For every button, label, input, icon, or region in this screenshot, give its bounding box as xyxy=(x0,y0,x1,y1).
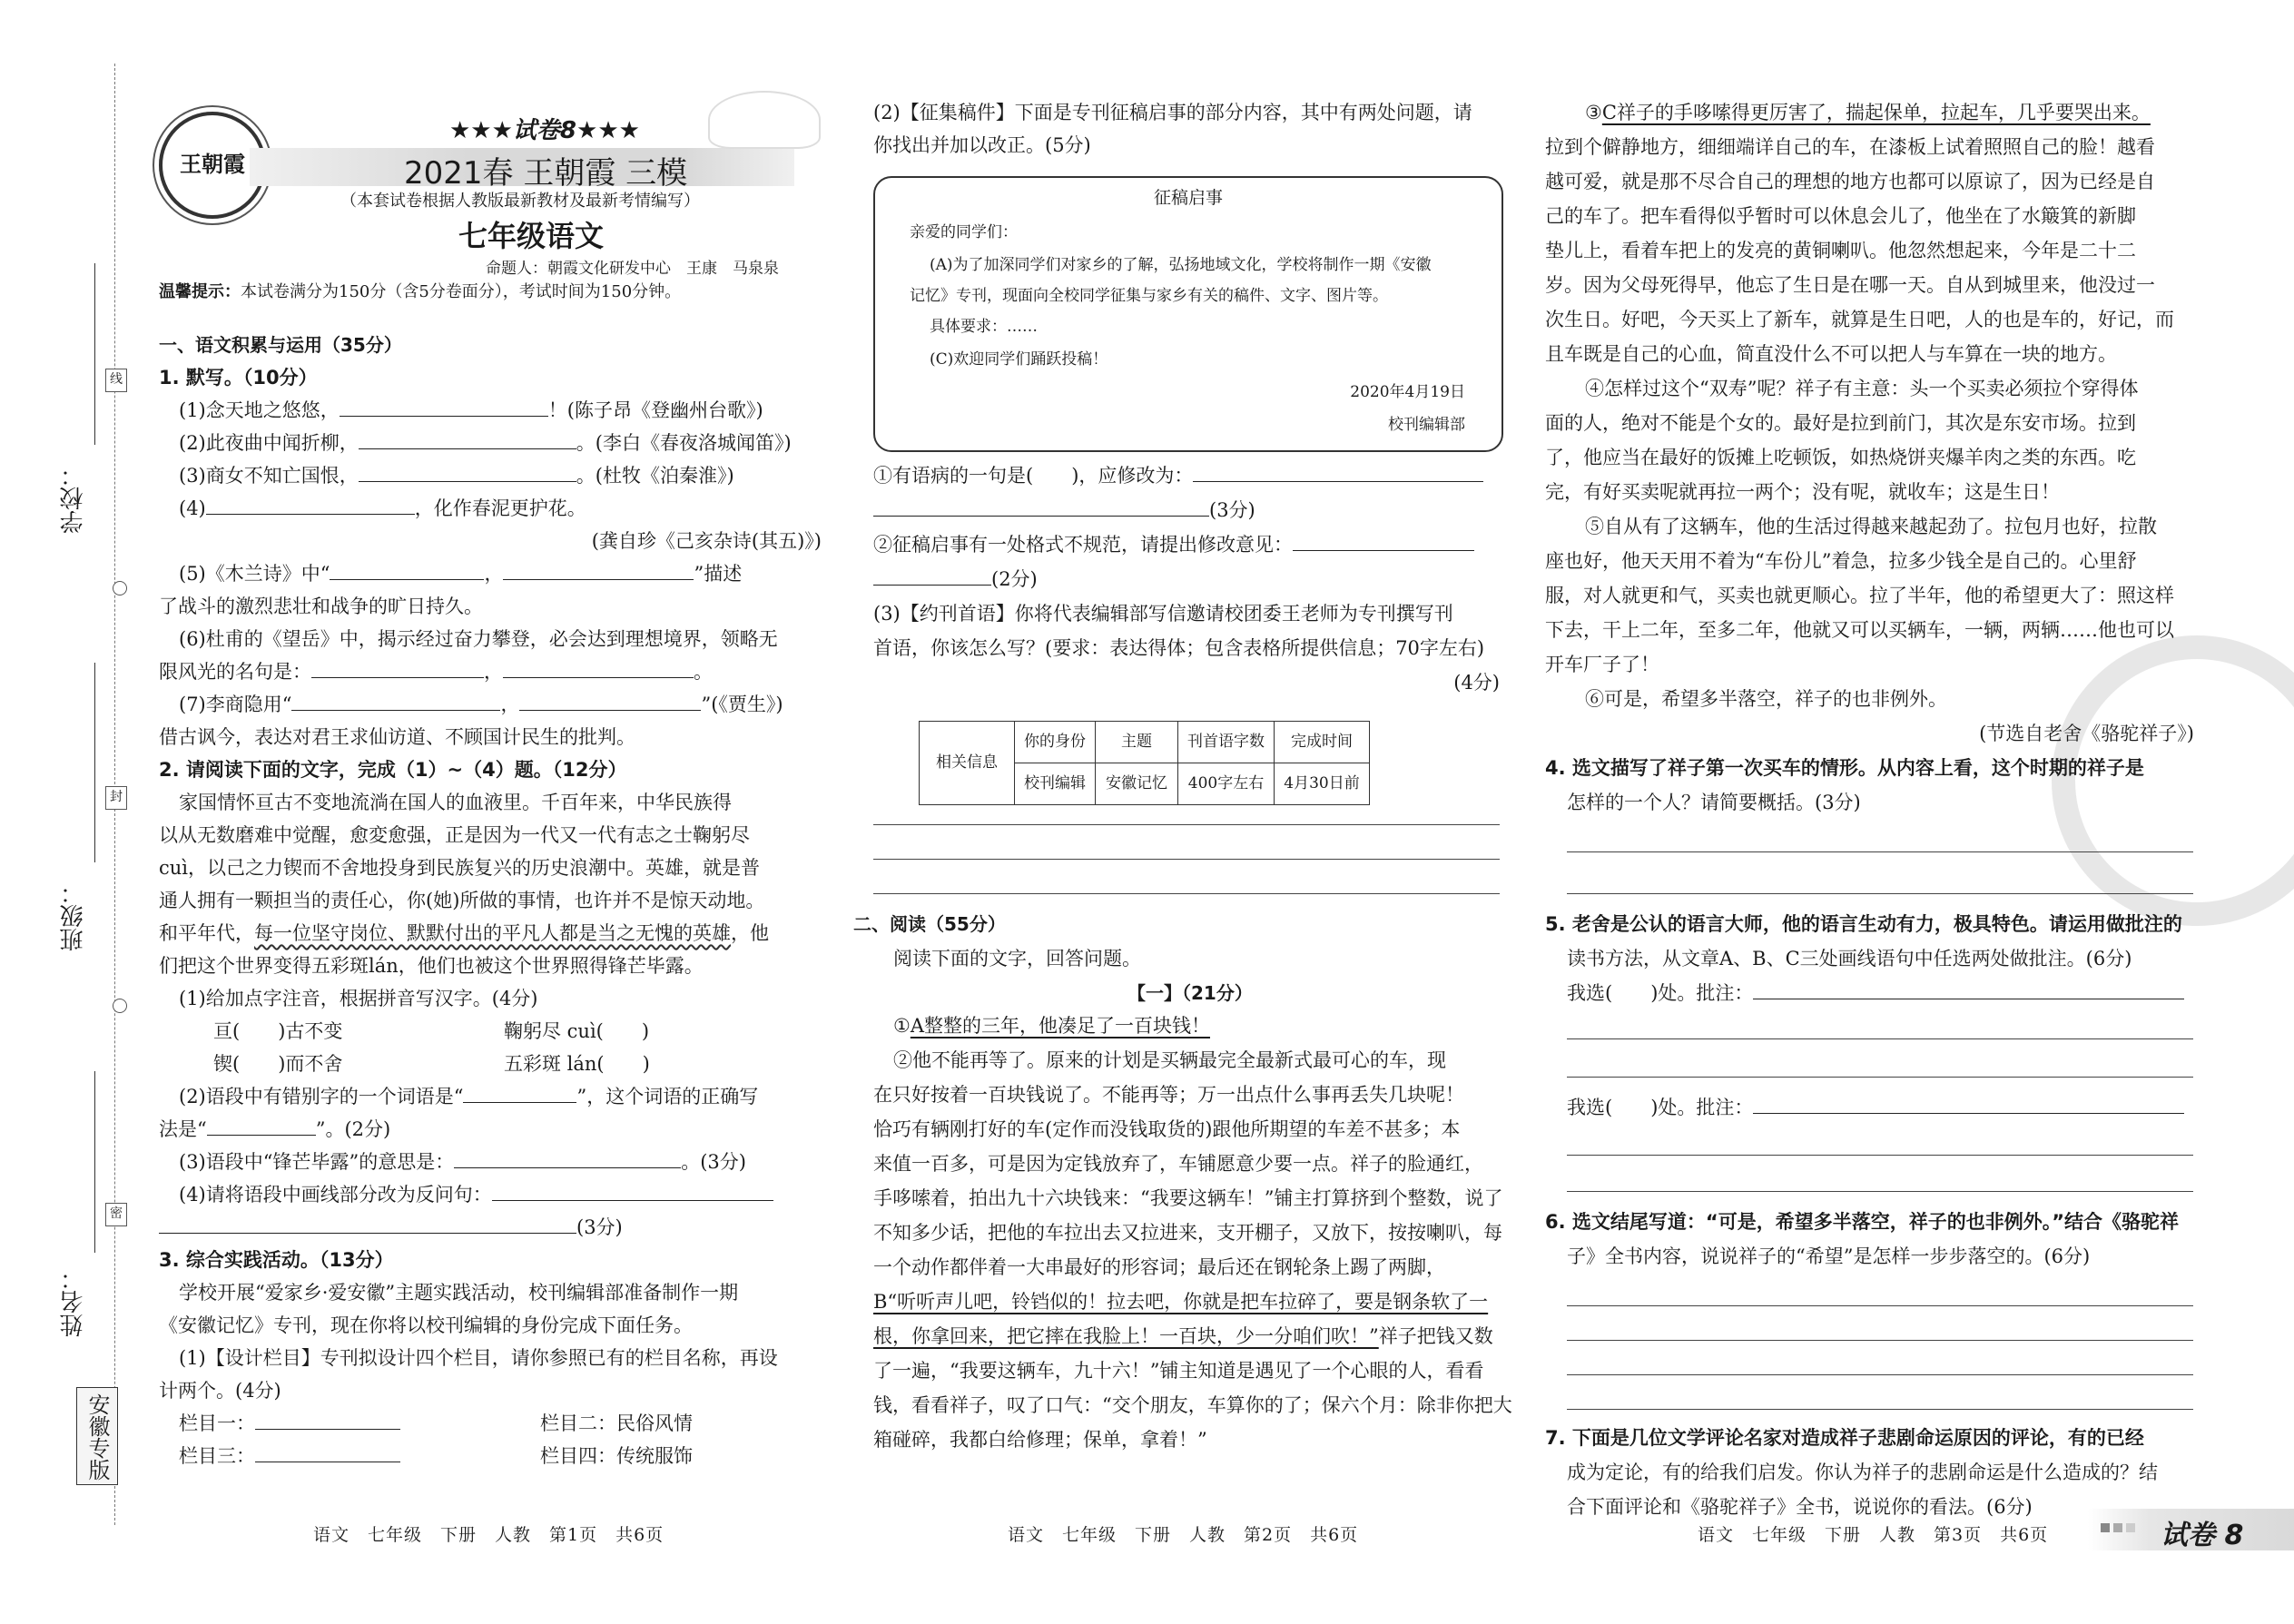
q1-5-cont: 了战斗的激烈悲壮和战争的旷日持久。 xyxy=(159,595,483,617)
q7-cont-2: 合下面评论和《骆驼祥子》全书，说说你的看法。(6分) xyxy=(1567,1496,2033,1518)
table-rowhead: 相关信息 xyxy=(920,722,1015,805)
q1-6-cont xyxy=(159,655,713,689)
answer-line[interactable] xyxy=(1567,1155,2193,1156)
q3-1-cont: 计两个。(4分) xyxy=(159,1380,281,1402)
passage-line-tail: 祥子把钱又数 xyxy=(1378,1325,1493,1347)
passage-line: 下去，干上二年，至多二年，他就又可以买辆车，一辆，两辆……他也可以 xyxy=(1545,619,2174,641)
q1-7 xyxy=(179,688,783,722)
answer-line[interactable] xyxy=(1567,851,2193,852)
passage-line: 岁。因为父母死得早，他忘了生日是在哪一天。自从到城里来，他没过一 xyxy=(1545,274,2155,296)
column-4: 栏目四：传统服饰 xyxy=(540,1445,693,1467)
passage-line: 面的人，绝对不能是个女的。最好是拉到前门，其次是东安市场。拉到 xyxy=(1545,412,2136,434)
q3-1: (1)【设计栏目】专刊拟设计四个栏目，请你参照已有的栏目名称，再设 xyxy=(179,1347,778,1369)
q2-passage-4: 通人拥有一颗担当的责任心，你(她)所做的事情，也许并不是惊天动地。 xyxy=(159,890,765,911)
answer-line[interactable] xyxy=(1567,1305,2193,1306)
q1-7-prompt: (7)李商隐用“ xyxy=(179,694,292,715)
q1-2 xyxy=(179,427,792,460)
q2-passage-6: 们把这个世界变得五彩斑lán，他们也被这个世界照得锋芒毕露。 xyxy=(159,955,704,977)
passage-line: ②他不能再等了。原来的计划是买辆最完全最新式最可心的车，现 xyxy=(893,1049,1446,1071)
q2-1-c[interactable]: 锲( )而不舍 xyxy=(213,1053,343,1075)
q2-3 xyxy=(179,1146,746,1179)
passage-line: 钱，看看祥子，叹了口气：“交个朋友，车算你的了；保六个月：除非你把大 xyxy=(873,1394,1512,1416)
exam-tag xyxy=(2088,1509,2294,1550)
seal-label-line: 线 xyxy=(105,369,127,392)
answer-blank[interactable] xyxy=(463,1082,576,1103)
q2-4-prompt: (4)请将语段中画线部分改为反问句： xyxy=(179,1184,492,1206)
answer-blank[interactable] xyxy=(873,496,1209,517)
passage-source: (节选自老舍《骆驼祥子》) xyxy=(1979,723,2194,744)
notice-date: 2020年4月19日 xyxy=(1350,383,1465,401)
q2-2-cont xyxy=(159,1113,390,1147)
exam-badge: ★★★试卷8★★★ xyxy=(449,117,640,144)
notice-a-2: 记忆》专刊，现面向全校同学征集与家乡有关的稿件、文字、图片等。 xyxy=(910,287,1388,305)
table-header: 主题 xyxy=(1096,722,1178,763)
class-field[interactable] xyxy=(94,663,95,862)
underline-b-cont: 根，你拿回来，把它摔在我脸上！一百块，少一分咱们吹！” xyxy=(873,1325,1379,1347)
answer-blank[interactable] xyxy=(454,1147,681,1168)
exam-subtitle: （本套试卷根据人教版最新教材及最新考情编写） xyxy=(340,192,700,211)
q3-heading xyxy=(159,1244,394,1277)
answer-blank[interactable] xyxy=(519,690,701,711)
answer-blank[interactable] xyxy=(255,1409,400,1430)
binding-hole-icon xyxy=(113,581,127,595)
q1-6-end: 。 xyxy=(694,661,713,683)
q7-cont-1: 成为定论，有的给我们启发。你认为祥子的悲剧命运是什么造成的？结 xyxy=(1567,1462,2158,1483)
q1-7-source: ”(《贾生》) xyxy=(701,694,783,715)
table-header: 刊首语字数 xyxy=(1178,722,1275,763)
tag-squares-icon xyxy=(2101,1523,2110,1532)
section-2-heading: 二、阅读（55分） xyxy=(853,913,1006,935)
q2-heading xyxy=(159,753,626,787)
q2-3-prompt: (3)语段中“锋芒毕露”的意思是： xyxy=(179,1151,455,1173)
table-header: 完成时间 xyxy=(1275,722,1370,763)
q1-3 xyxy=(179,459,734,493)
q2-3-score: 。(3分) xyxy=(681,1151,746,1173)
q1-4-text: ，化作春泥更护花。 xyxy=(414,497,586,519)
table-header: 你的身份 xyxy=(1015,722,1096,763)
q1-7-cont: 借古讽今，表达对君王求仙访道、不顾国计民生的批判。 xyxy=(159,726,635,748)
underline-b: B“听听声儿吧，铃铛似的！拉去吧，你就是把车拉碎了，要是钢条软了一 xyxy=(873,1291,1489,1313)
answer-line[interactable] xyxy=(873,859,1500,860)
answer-line[interactable] xyxy=(873,824,1500,825)
answer-blank[interactable] xyxy=(873,565,991,586)
table-cell: 校刊编辑 xyxy=(1015,763,1096,805)
q3-intro-2: 《安徽记忆》专刊，现在你将以校刊编辑的身份完成下面任务。 xyxy=(159,1314,693,1336)
q2-p5-a: 和平年代， xyxy=(159,922,254,944)
passage-line: 且车既是自己的心血，简直没什么不可以把人与车算在一块的地方。 xyxy=(1545,343,2117,365)
q2-4 xyxy=(179,1178,773,1212)
q1-1-prompt: (1)念天地之悠悠， xyxy=(179,399,340,421)
passage-line: ⑥可是，希望多半落空，祥子的也非例外。 xyxy=(1585,688,1947,710)
q2-passage-3: cuì，以己之力锲而不舍地投身到民族复兴的历史浪潮中。英雄，就是普 xyxy=(159,857,760,879)
notice-box xyxy=(873,176,1503,452)
table-cell: 4月30日前 xyxy=(1275,763,1370,805)
footer-page-1: 语文 七年级 下册 人教 第1页 共6页 xyxy=(313,1525,665,1545)
q3-2-cont: 你找出并加以改正。(5分) xyxy=(873,134,1091,156)
school-field[interactable] xyxy=(94,263,95,445)
passage-line: 服，对人就更和气，买卖也就更顺心。拉了半年，他的希望更大了：照这样 xyxy=(1545,585,2174,606)
name-label: 姓名： xyxy=(60,1266,87,1337)
answer-blank[interactable] xyxy=(503,559,694,580)
answer-line[interactable] xyxy=(1567,1374,2193,1375)
passage-line: 垫儿上，看着车把上的发亮的黄铜喇叭。他忽然想起来，今年是二十二 xyxy=(1545,240,2136,261)
q5-pick-1 xyxy=(1567,977,2184,1010)
q2-passage-5 xyxy=(159,917,769,950)
class-label: 班级： xyxy=(60,881,87,951)
reading-intro: 阅读下面的文字，回答问题。 xyxy=(893,948,1141,969)
exam-title: 2021春 王朝霞 三模 xyxy=(404,155,688,192)
s1-score: (3分) xyxy=(1209,499,1255,521)
q2-2-tail: ”，这个词语的正确写 xyxy=(576,1086,759,1107)
answer-blank[interactable] xyxy=(311,657,484,678)
q2-p5-c: ，他 xyxy=(731,922,769,944)
q1-2-prompt: (2)此夜曲中闻折柳， xyxy=(179,432,359,454)
answer-line[interactable] xyxy=(873,893,1500,894)
q3-3-score: (4分) xyxy=(1453,672,1500,694)
q2-4-cont xyxy=(159,1211,623,1245)
q1-5 xyxy=(179,557,742,591)
q2-1-a[interactable]: 亘( )古不变 xyxy=(213,1020,343,1042)
q2-2 xyxy=(179,1080,758,1114)
q7-text: 7. 下面是几位文学评论名家对造成祥子悲剧命运原因的评论，有的已经 xyxy=(1545,1427,2144,1449)
answer-blank[interactable] xyxy=(1193,461,1483,482)
q4 xyxy=(1545,752,2144,785)
passage-line: 来值一百多，可是因为定钱放弃了，车铺愿意少要一点。祥子的脸通红， xyxy=(873,1153,1483,1175)
notice-requirements: 具体要求：…… xyxy=(930,318,1038,336)
q6-text: 6. 选文结尾写道：“可是，希望多半落空，祥子的也非例外。”结合《骆驼祥 xyxy=(1545,1211,2180,1233)
school-label: 学校： xyxy=(60,463,87,534)
passage-line: 恰巧有辆刚打好的车(定作而没钱取货的)跟他所期望的车差不甚多；本 xyxy=(873,1118,1461,1140)
q2-2-d: ”。(2分) xyxy=(315,1118,391,1140)
q3-3: (3)【约刊首语】你将代表编辑部写信邀请校团委王老师为专刊撰写刊 xyxy=(873,603,1453,625)
passage-line: 一个动作都伴着一大串最好的形容词；最后还在钢轮条上踢了两脚， xyxy=(873,1256,1445,1278)
answer-blank[interactable] xyxy=(1293,530,1474,551)
q2-text: 2. 请阅读下面的文字，完成（1）~（4）题。（12分） xyxy=(159,759,627,781)
answer-line[interactable] xyxy=(1567,1340,2193,1341)
q1-4-source: (龚自珍《己亥杂诗(其五)》) xyxy=(591,530,822,552)
answer-blank[interactable] xyxy=(1753,979,2184,999)
column-3 xyxy=(179,1440,400,1473)
answer-blank[interactable] xyxy=(159,1213,576,1234)
q2-2-c: 法是“ xyxy=(159,1118,207,1140)
q1-2-source: 。(李白《春夜洛城闻笛》) xyxy=(576,432,792,454)
answer-blank[interactable] xyxy=(503,657,694,678)
q1-text: 1. 默写。（10分） xyxy=(159,367,318,389)
q1-6: (6)杜甫的《望岳》中，揭示经过奋力攀登，必会达到理想境界，领略无 xyxy=(179,628,778,650)
q5 xyxy=(1545,908,2182,941)
q2-1-b[interactable]: 鞠躬尽 cuì( ) xyxy=(504,1020,650,1042)
passage-line: 完，有好买卖呢就再拉一两个；没有呢，就收车；这是生日！ xyxy=(1545,481,2060,503)
notice-greeting: 亲爱的同学们： xyxy=(910,223,1018,241)
q2-1: (1)给加点字注音，根据拼音写汉字。(4分) xyxy=(179,988,538,1009)
info-table xyxy=(919,721,1370,805)
q1-7-comma: ， xyxy=(500,694,520,715)
answer-line[interactable] xyxy=(1567,1191,2193,1192)
q5-cont: 读书方法，从文章A、B、C三处画线语句中任选两处做批注。(6分) xyxy=(1567,948,2132,969)
q1-heading xyxy=(159,361,318,395)
ribbon-decoration xyxy=(708,91,821,149)
answer-line[interactable] xyxy=(1567,893,2193,894)
underline-a: A整整的三年，他凑足了一百块钱！ xyxy=(910,1015,1210,1037)
tip-text: 本试卷满分为150分（含5分卷面分），考试时间为150分钟。 xyxy=(241,282,682,301)
passage-line: 次生日。好吧，今天买上了新车，就算是生日吧，人的也是车的，好记，而 xyxy=(1545,309,2174,330)
q2-4-score: (3分) xyxy=(576,1216,623,1238)
passage-line xyxy=(873,1320,1493,1353)
q3-intro-1: 学校开展“爱家乡·爱安徽”主题实践活动，校刊编辑部准备制作一期 xyxy=(179,1282,739,1304)
table-cell: 安徽记忆 xyxy=(1096,763,1178,805)
para-1-num: ① xyxy=(893,1015,911,1037)
region-badge-text: 安徽专版 xyxy=(84,1393,110,1481)
answer-blank[interactable] xyxy=(1753,1093,2184,1114)
exam-authors: 命题人：朝霞文化研发中心 王康 马泉泉 xyxy=(486,260,779,278)
passage-line: 不知多少话，把他的车拉出去又拉进来，支开棚子，又放下，按按喇叭，每 xyxy=(873,1222,1502,1244)
exam-subject: 七年级语文 xyxy=(458,219,605,253)
passage-line: 手哆嗦着，拍出九十六块钱来：“我要这辆车！”铺主打算挤到个整数，说了 xyxy=(873,1187,1503,1209)
table-cell: 400字左右 xyxy=(1178,763,1275,805)
passage-line: 开车厂子了！ xyxy=(1545,654,1659,675)
pick-1-label: 我选( )处。批注： xyxy=(1567,982,1754,1004)
passage-line: 座也好，他天天用不着为“车份儿”着急，拉多少钱全是自己的。心里舒 xyxy=(1545,550,2137,572)
binding-hole-icon xyxy=(113,999,127,1013)
tip-label: 温馨提示： xyxy=(159,282,241,301)
footer-page-3: 语文 七年级 下册 人教 第3页 共6页 xyxy=(1698,1525,2049,1545)
q6-cont: 子》全书内容，说说祥子的“希望”是怎样一步步落空的。(6分) xyxy=(1567,1245,2091,1267)
notice-title: 征稿启事 xyxy=(1153,188,1223,208)
q4-text: 4. 选文描写了祥子第一次买车的情形。从内容上看，这个时期的祥子是 xyxy=(1545,757,2144,779)
answer-blank[interactable] xyxy=(492,1180,773,1201)
pick-2-label: 我选( )处。批注： xyxy=(1567,1097,1754,1118)
q1-4-prompt: (4) xyxy=(179,497,206,519)
brand-logo-text: 王朝霞 xyxy=(180,151,245,177)
seal-label-secret: 密 xyxy=(105,1203,127,1226)
q1-1-source: ！(陈子昂《登幽州台歌》) xyxy=(547,399,763,421)
answer-blank[interactable] xyxy=(359,428,576,449)
answer-blank[interactable] xyxy=(255,1442,400,1462)
exam-tag-text: 试卷 8 xyxy=(2161,1520,2244,1551)
answer-blank[interactable] xyxy=(340,396,548,417)
region-badge xyxy=(76,1387,118,1485)
column-1 xyxy=(179,1407,400,1441)
q1-5-comma: ， xyxy=(484,563,504,585)
notice-c: (C)欢迎同学们踊跃投稿！ xyxy=(930,350,1108,369)
section-1-heading: 一、语文积累与运用（35分） xyxy=(159,334,402,356)
passage-line: 了一遍，“我要这辆车，九十六！”铺主知道是遇见了一个心眼的人，看看 xyxy=(873,1360,1484,1382)
name-field[interactable] xyxy=(94,1071,95,1253)
q3-2-s1 xyxy=(873,459,1483,493)
q2-2-prompt: (2)语段中有错别字的一个词语是“ xyxy=(179,1086,464,1107)
q3-2-s2 xyxy=(873,528,1474,562)
q5-pick-2 xyxy=(1567,1091,2184,1125)
notice-a-1: (A)为了加深同学们对家乡的了解，弘扬地域文化，学校将制作一期《安徽 xyxy=(930,256,1432,274)
s2-score: (2分) xyxy=(991,568,1038,590)
passage-line: ④怎样过这个“双寿”呢？祥子有主意：头一个买卖必须拉个穿得体 xyxy=(1585,378,2139,399)
answer-blank[interactable] xyxy=(330,559,484,580)
answer-blank[interactable] xyxy=(206,494,415,515)
answer-line[interactable] xyxy=(1567,1038,2193,1039)
q2-1-d[interactable]: 五彩斑 lán( ) xyxy=(504,1053,650,1075)
para-1 xyxy=(893,1009,1210,1043)
q1-3-prompt: (3)商女不知亡国恨， xyxy=(179,465,359,487)
q1-6-comma: ， xyxy=(484,661,503,683)
passage-line: 了，他应当在最好的饭摊上吃顿饭，如热烧饼夹爆羊肉之类的东西。吃 xyxy=(1545,447,2136,468)
column-2: 栏目二：民俗风情 xyxy=(540,1412,693,1434)
answer-blank[interactable] xyxy=(207,1115,316,1136)
footer-page-2: 语文 七年级 下册 人教 第2页 共6页 xyxy=(1008,1525,1359,1545)
binding-margin xyxy=(0,0,127,1624)
exam-tip xyxy=(159,279,681,302)
passage-line: 拉到个僻静地方，细细端详自己的车，在漆板上试着照照自己的脸！越看 xyxy=(1545,136,2155,158)
notice-dept: 校刊编辑部 xyxy=(1388,416,1465,434)
q4-cont: 怎样的一个人？请简要概括。(3分) xyxy=(1567,792,1861,813)
answer-line[interactable] xyxy=(1567,1077,2193,1078)
column-3-label: 栏目三： xyxy=(179,1445,255,1467)
q1-5-prompt: (5)《木兰诗》中“ xyxy=(179,563,330,585)
passage-1-heading: 【一】（21分） xyxy=(1127,982,1253,1004)
q3-text: 3. 综合实践活动。（13分） xyxy=(159,1249,394,1271)
q3-2-s1-cont xyxy=(873,494,1255,527)
s1-prompt: ①有语病的一句是( )，应修改为： xyxy=(873,465,1194,487)
q7 xyxy=(1545,1422,2144,1455)
answer-blank[interactable] xyxy=(359,461,576,482)
answer-blank[interactable] xyxy=(291,690,500,711)
passage-line: 己的车了。把车看得似乎暂时可以休息会儿了，他坐在了水簸箕的新脚 xyxy=(1545,205,2136,227)
q1-3-source: 。(杜牧《泊秦淮》) xyxy=(576,465,734,487)
q1-5-tail: ”描述 xyxy=(694,563,743,585)
seal-label-seal: 封 xyxy=(105,786,127,810)
para-3 xyxy=(1585,96,2151,130)
q3-2: (2)【征集稿件】下面是专刊征稿启事的部分内容，其中有两处问题，请 xyxy=(873,102,1472,123)
q5-text: 5. 老舍是公认的语言大师，他的语言生动有力，极具特色。请运用做批注的 xyxy=(1545,913,2182,935)
passage-line: 在只好按着一百块钱说了。不能再等；万一出点什么事再丢失几块呢！ xyxy=(873,1084,1464,1106)
s2-prompt: ②征稿启事有一处格式不规范，请提出修改意见： xyxy=(873,534,1293,556)
passage-line: ⑤自从有了这辆车，他的生活过得越来越起劲了。拉包月也好，拉散 xyxy=(1585,516,2157,537)
para-3-num: ③ xyxy=(1585,102,1602,123)
q2-passage-2: 以从无数磨难中觉醒，愈変愈强，正是因为一代又一代有志之士鞠躬尽 xyxy=(159,824,750,846)
column-1-label: 栏目一： xyxy=(179,1412,255,1434)
underline-c: C祥子的手哆嗦得更厉害了，揣起保单，拉起车，几乎要哭出来。 xyxy=(1601,102,2151,123)
q1-6-prompt: 限风光的名句是： xyxy=(159,661,311,683)
q1-4 xyxy=(179,492,586,526)
q2-passage-1: 家国情怀亘古不变地流淌在国人的血液里。千百年来，中华民族得 xyxy=(179,792,732,813)
q2-underlined-sentence: 每一位坚守岗位、默默付出的平凡人都是当之无愧的英雄 xyxy=(254,922,731,944)
q3-3-cont: 首语，你该怎么写？(要求：表达得体；包含表格所提供信息；70字左右) xyxy=(873,637,1485,659)
q6 xyxy=(1545,1206,2179,1239)
q3-2-s2-cont xyxy=(873,563,1038,596)
answer-line[interactable] xyxy=(1567,1409,2193,1410)
passage-line: 越可爱，就是那不尽合自己的理想的地方也都可以原谅了，因为已经是自 xyxy=(1545,171,2155,192)
passage-line: 箱碰碎，我都白给修理；保单，拿着！” xyxy=(873,1429,1207,1451)
q1-1 xyxy=(179,394,763,428)
